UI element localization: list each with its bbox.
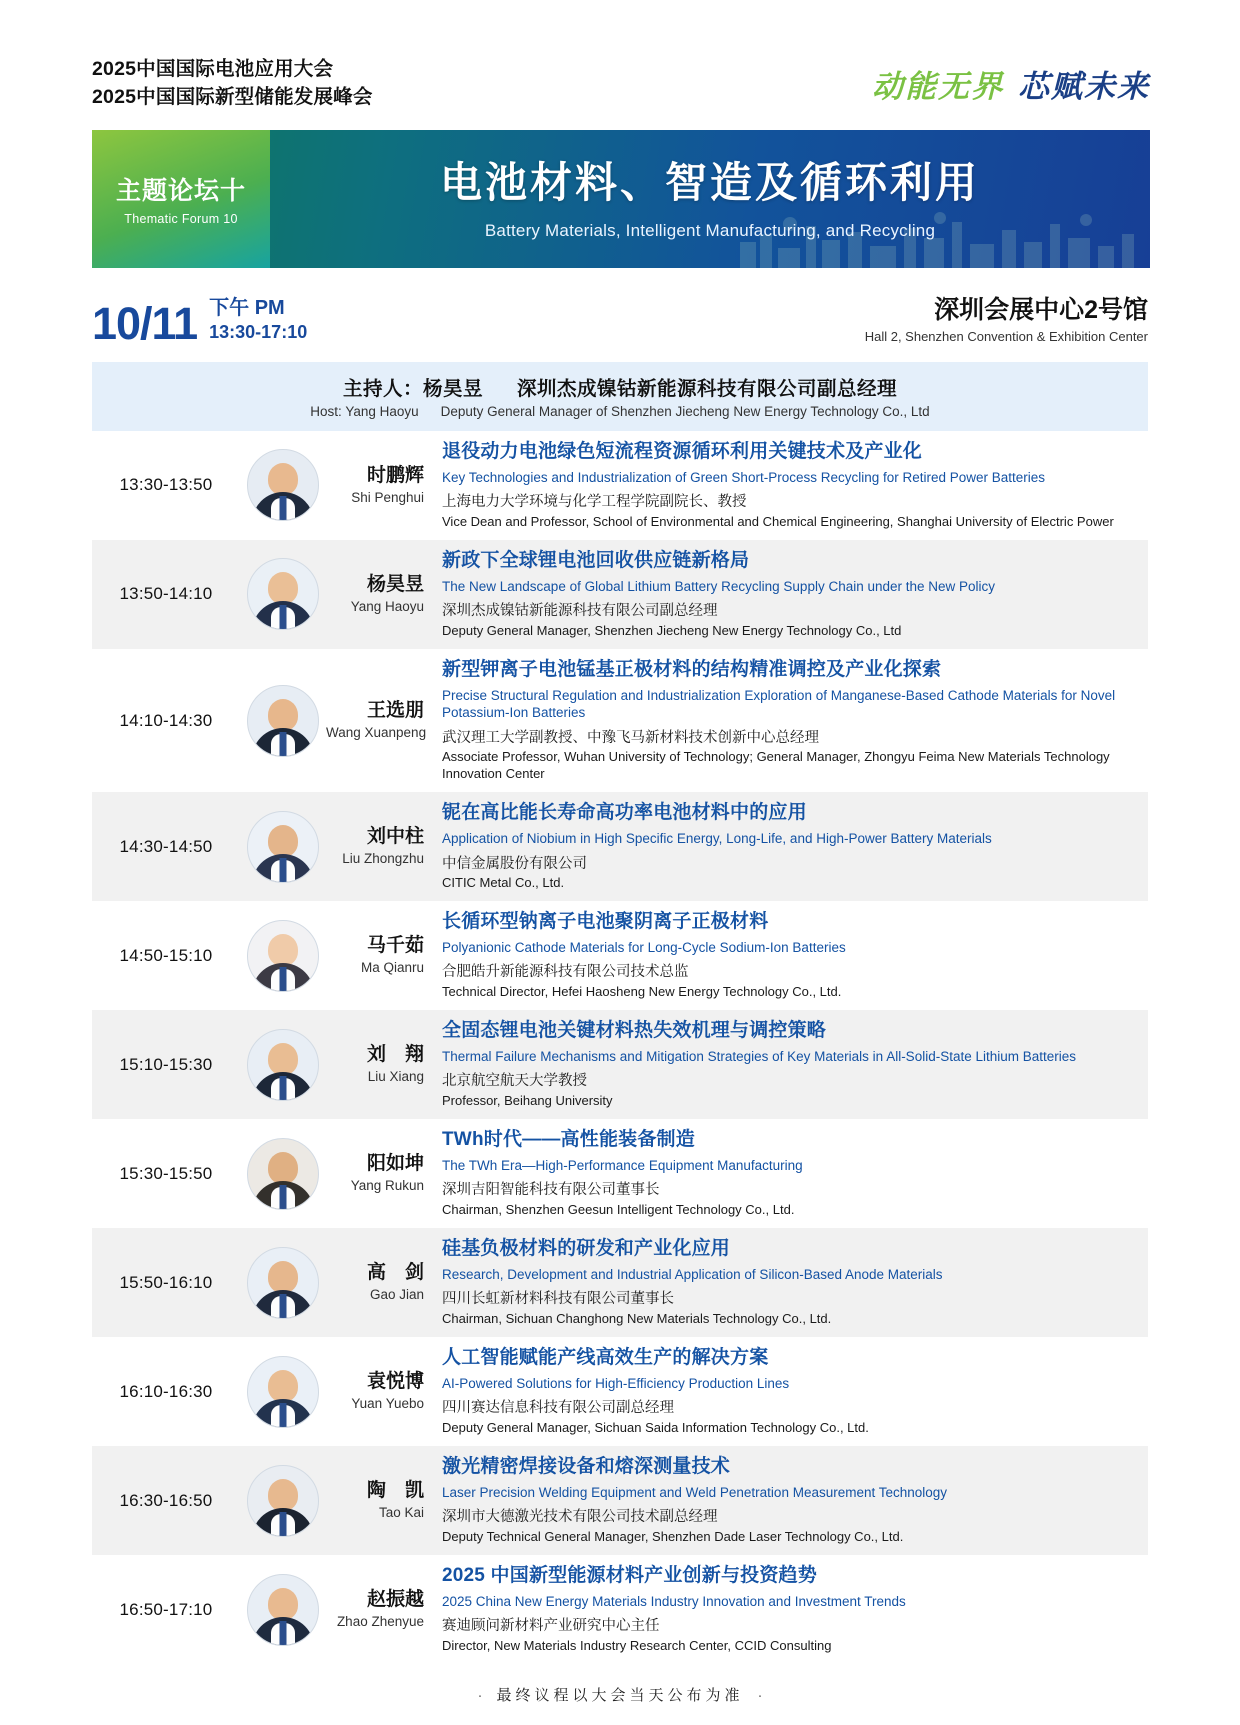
speaker-photo <box>247 1465 319 1537</box>
venue-name-en: Hall 2, Shenzhen Convention & Exhibition Center <box>864 329 1148 345</box>
speaker-name-en: Gao Jian <box>369 1287 424 1303</box>
session-time: 16:30-16:50 <box>119 1490 213 1510</box>
session-time: 16:50-17:10 <box>119 1599 213 1619</box>
session-time: 15:50-16:10 <box>119 1272 213 1292</box>
avatar <box>240 685 326 757</box>
host-org-cn: 深圳杰成镍钴新能源科技有限公司副总经理 <box>517 377 898 400</box>
speaker-photo <box>247 1029 319 1101</box>
speaker-org-cn: 深圳吉阳智能科技有限公司董事长 <box>442 1182 660 1199</box>
session-detail <box>438 1455 1148 1546</box>
forum-tag <box>92 130 270 268</box>
avatar <box>240 1356 326 1428</box>
speaker-name-cn: 杨昊昱 <box>366 574 424 596</box>
session-time: 15:30-15:50 <box>119 1163 213 1183</box>
host-bar <box>92 362 1148 431</box>
session-topic-en: The New Landscape of Global Lithium Battery Recycling Supply Chain under the New Policy <box>442 578 996 594</box>
host-line-cn <box>92 373 1148 401</box>
speaker-name-cn: 赵振越 <box>366 1589 424 1611</box>
speaker-photo <box>247 1247 319 1319</box>
avatar <box>240 1138 326 1210</box>
speaker-org-en: CITIC Metal Co., Ltd. <box>442 875 565 891</box>
speaker-name-cn: 刘中柱 <box>366 826 424 848</box>
session-topic-cn: 铌在高比能长寿命高功率电池材料中的应用 <box>442 802 807 824</box>
speaker-names <box>326 1261 438 1304</box>
speaker-name-en: Wang Xuanpeng <box>326 725 427 740</box>
session-topic-cn: 激光精密焊接设备和熔深测量技术 <box>442 1456 731 1478</box>
speaker-names <box>326 573 438 616</box>
speaker-name-en: Yang Rukun <box>350 1178 424 1194</box>
speaker-org-cn: 北京航空航天大学教授 <box>442 1073 587 1090</box>
avatar <box>240 1574 326 1646</box>
session-topic-en: Precise Structural Regulation and Industrialization Exploration of Manganese-Based Cathode Materials for Novel Potassium-Ion Batteries <box>442 687 1116 721</box>
session-detail <box>438 1346 1148 1437</box>
speaker-org-en: Deputy General Manager, Sichuan Saida Information Technology Co., Ltd. <box>442 1420 869 1436</box>
speaker-name-cn: 王选朋 <box>366 700 424 722</box>
avatar <box>240 811 326 883</box>
speaker-org-en: Deputy Technical General Manager, Shenzhen Dade Laser Technology Co., Ltd. <box>442 1529 904 1545</box>
forum-tag-en: Thematic Forum 10 <box>124 212 238 227</box>
speaker-photo <box>247 1138 319 1210</box>
session-topic-cn: 长循环型钠离子电池聚阴离子正极材料 <box>442 911 769 933</box>
speaker-name-cn: 袁悦博 <box>366 1371 424 1393</box>
session-topic-en: Research, Development and Industrial Application of Silicon-Based Anode Materials <box>442 1266 943 1282</box>
speaker-org-en: Vice Dean and Professor, School of Environmental and Chemical Engineering, Shanghai University of Electric Power <box>442 514 1114 529</box>
session-topic-cn: TWh时代——高性能装备制造 <box>442 1129 695 1151</box>
speaker-photo <box>247 685 319 757</box>
speaker-names <box>326 1479 438 1522</box>
conference-slogan <box>872 61 1150 106</box>
table-row <box>92 1337 1148 1446</box>
session-topic-cn: 退役动力电池绿色短流程资源循环利用关键技术及产业化 <box>442 440 923 462</box>
venue-name-cn: 深圳会展中心2号馆 <box>934 295 1148 324</box>
forum-date: 10/11 <box>92 297 198 349</box>
host-label-cn: 主持人：杨昊昱 <box>342 377 483 400</box>
speaker-org-en: Technical Director, Hefei Haosheng New Energy Technology Co., Ltd. <box>442 984 842 1000</box>
conference-title-line2: 2025中国国际新型储能发展峰会 <box>92 86 373 109</box>
session-topic-en: Application of Niobium in High Specific Energy, Long-Life, and High-Power Battery Materials <box>442 830 992 846</box>
table-row <box>92 1228 1148 1337</box>
forum-tag-cn: 主题论坛十 <box>115 177 246 206</box>
date-venue-row <box>0 268 1240 349</box>
slogan-green-text: 动能无界 <box>872 69 1004 105</box>
speaker-name-cn: 马千茹 <box>366 935 424 957</box>
session-topic-cn: 全固态锂电池关键材料热失效机理与调控策略 <box>442 1020 827 1042</box>
speaker-org-en: Chairman, Sichuan Changhong New Materials Technology Co., Ltd. <box>442 1311 832 1327</box>
session-time: 14:10-14:30 <box>119 710 213 730</box>
table-row <box>92 540 1148 649</box>
speaker-org-cn: 武汉理工大学副教授、中豫飞马新材料技术创新中心总经理 <box>442 729 819 746</box>
avatar <box>240 920 326 992</box>
session-topic-en: AI-Powered Solutions for High-Efficiency Production Lines <box>442 1375 790 1391</box>
speaker-name-cn: 阳如坤 <box>366 1153 424 1175</box>
host-org-en: Deputy General Manager of Shenzhen Jiecheng New Energy Technology Co., Ltd <box>440 403 930 419</box>
speaker-photo <box>247 558 319 630</box>
session-topic-cn: 人工智能赋能产线高效生产的解决方案 <box>442 1347 769 1369</box>
speaker-org-en: Director, New Materials Industry Research Center, CCID Consulting <box>442 1638 832 1654</box>
session-topic-cn: 新型钾离子电池锰基正极材料的结构精准调控及产业化探索 <box>442 658 942 680</box>
speaker-photo <box>247 1356 319 1428</box>
time-block <box>209 296 307 346</box>
session-detail <box>438 658 1148 783</box>
venue-block <box>865 294 1148 346</box>
session-topic-en: 2025 China New Energy Materials Industry Innovation and Investment Trends <box>442 1593 906 1609</box>
session-detail <box>438 549 1148 640</box>
session-topic-cn: 硅基负极材料的研发和产业化应用 <box>442 1238 731 1260</box>
session-topic-en: Polyanionic Cathode Materials for Long-Cycle Sodium-Ion Batteries <box>442 939 846 955</box>
session-topic-en: Thermal Failure Mechanisms and Mitigation Strategies of Key Materials in All-Solid-State Lithium Batteries <box>442 1048 1077 1064</box>
avatar <box>240 1247 326 1319</box>
conference-titles <box>92 55 373 112</box>
speaker-org-cn: 中信金属股份有限公司 <box>442 855 587 872</box>
speaker-names <box>326 1370 438 1413</box>
speaker-names <box>326 1152 438 1195</box>
session-detail <box>438 1564 1148 1655</box>
speaker-org-cn: 深圳市大德激光技术有限公司技术副总经理 <box>442 1509 718 1526</box>
speaker-name-en: Yang Haoyu <box>350 598 424 614</box>
table-row <box>92 1119 1148 1228</box>
session-detail <box>438 1237 1148 1328</box>
speaker-photo <box>247 449 319 521</box>
footer-dot-right: · <box>757 1687 763 1705</box>
avatar <box>240 1029 326 1101</box>
speaker-names <box>326 699 438 742</box>
session-time: 15:10-15:30 <box>119 1054 213 1074</box>
session-topic-en: Key Technologies and Industrialization of Green Short-Process Recycling for Retired Power Batteries <box>442 469 1046 485</box>
speaker-photo <box>247 1574 319 1646</box>
speaker-org-en: Associate Professor, Wuhan University of Technology; General Manager, Zhongyu Feima New Materials Technology Innovation Center <box>442 749 1110 782</box>
speaker-name-en: Ma Qianru <box>360 960 424 976</box>
slogan-blue-text: 芯赋未来 <box>1018 69 1150 105</box>
speaker-name-en: Tao Kai <box>378 1505 424 1520</box>
table-row <box>92 1446 1148 1555</box>
session-topic-en: Laser Precision Welding Equipment and Weld Penetration Measurement Technology <box>442 1484 948 1500</box>
page-header <box>0 0 1240 112</box>
avatar <box>240 1465 326 1537</box>
speaker-name-cn: 刘 翔 <box>366 1044 424 1066</box>
speaker-org-cn: 深圳杰成镍钴新能源科技有限公司副总经理 <box>442 603 718 620</box>
speaker-name-en: Zhao Zhenyue <box>336 1613 424 1629</box>
session-time: 14:50-15:10 <box>119 945 213 965</box>
speaker-names <box>326 934 438 977</box>
forum-banner <box>92 130 1150 268</box>
speaker-name-en: Shi Penghui <box>351 489 424 505</box>
host-label-en: Host: Yang Haoyu <box>310 403 419 419</box>
speaker-org-en: Professor, Beihang University <box>442 1093 613 1109</box>
forum-title-en: Battery Materials, Intelligent Manufacturing, and Recycling <box>484 221 936 241</box>
agenda-list <box>92 431 1148 1664</box>
speaker-photo <box>247 920 319 992</box>
forum-title-cn: 电池材料、智造及循环利用 <box>439 159 980 207</box>
forum-title-block <box>270 130 1150 268</box>
speaker-names <box>326 1043 438 1086</box>
speaker-name-cn: 高 剑 <box>366 1262 424 1284</box>
forum-period: 下午 PM <box>209 297 285 320</box>
forum-time-range: 13:30-17:10 <box>209 322 308 343</box>
footer-note-text: 最终议程以大会当天公布为准 <box>496 1687 744 1705</box>
session-detail <box>438 910 1148 1001</box>
speaker-name-en: Liu Xiang <box>367 1069 424 1085</box>
session-detail <box>438 1019 1148 1110</box>
session-detail <box>438 801 1148 892</box>
speaker-org-cn: 赛迪顾问新材料产业研究中心主任 <box>442 1618 660 1635</box>
speaker-name-en: Yuan Yuebo <box>351 1396 424 1412</box>
speaker-org-cn: 四川赛达信息科技有限公司副总经理 <box>442 1400 674 1417</box>
session-time: 13:30-13:50 <box>119 475 213 495</box>
footer-dot-left: · <box>477 1687 483 1705</box>
table-row <box>92 1555 1148 1664</box>
speaker-org-cn: 四川长虹新材料科技有限公司董事长 <box>442 1291 674 1308</box>
speaker-names <box>326 1588 438 1631</box>
speaker-org-en: Deputy General Manager, Shenzhen Jiecheng New Energy Technology Co., Ltd <box>442 622 902 638</box>
table-row <box>92 901 1148 1010</box>
session-time: 14:30-14:50 <box>119 836 213 856</box>
speaker-name-cn: 时鹏辉 <box>366 465 424 487</box>
avatar <box>240 449 326 521</box>
session-topic-cn: 新政下全球锂电池回收供应链新格局 <box>442 549 750 571</box>
session-topic-en: The TWh Era—High-Performance Equipment Manufacturing <box>442 1157 803 1173</box>
table-row <box>92 1010 1148 1119</box>
session-time: 16:10-16:30 <box>119 1381 213 1401</box>
session-time: 13:50-14:10 <box>119 584 213 604</box>
speaker-org-cn: 合肥皓升新能源科技有限公司技术总监 <box>442 964 689 981</box>
footer-note <box>92 1684 1148 1705</box>
speaker-photo <box>247 811 319 883</box>
table-row <box>92 792 1148 901</box>
speaker-name-en: Liu Zhongzhu <box>342 851 424 867</box>
avatar <box>240 558 326 630</box>
speaker-org-cn: 上海电力大学环境与化学工程学院副院长、教授 <box>442 494 747 511</box>
speaker-name-cn: 陶 凯 <box>366 1480 424 1502</box>
table-row <box>92 649 1148 792</box>
session-detail <box>438 440 1148 531</box>
date-block <box>92 296 308 349</box>
speaker-names <box>326 825 438 868</box>
conference-title-line1: 2025中国国际电池应用大会 <box>92 58 334 80</box>
session-detail <box>438 1128 1148 1219</box>
session-topic-cn: 2025 中国新型能源材料产业创新与投资趋势 <box>442 1565 817 1587</box>
speaker-org-en: Chairman, Shenzhen Geesun Intelligent Technology Co., Ltd. <box>442 1202 795 1218</box>
speaker-names <box>326 464 438 507</box>
table-row <box>92 431 1148 540</box>
host-line-en <box>92 404 1148 419</box>
